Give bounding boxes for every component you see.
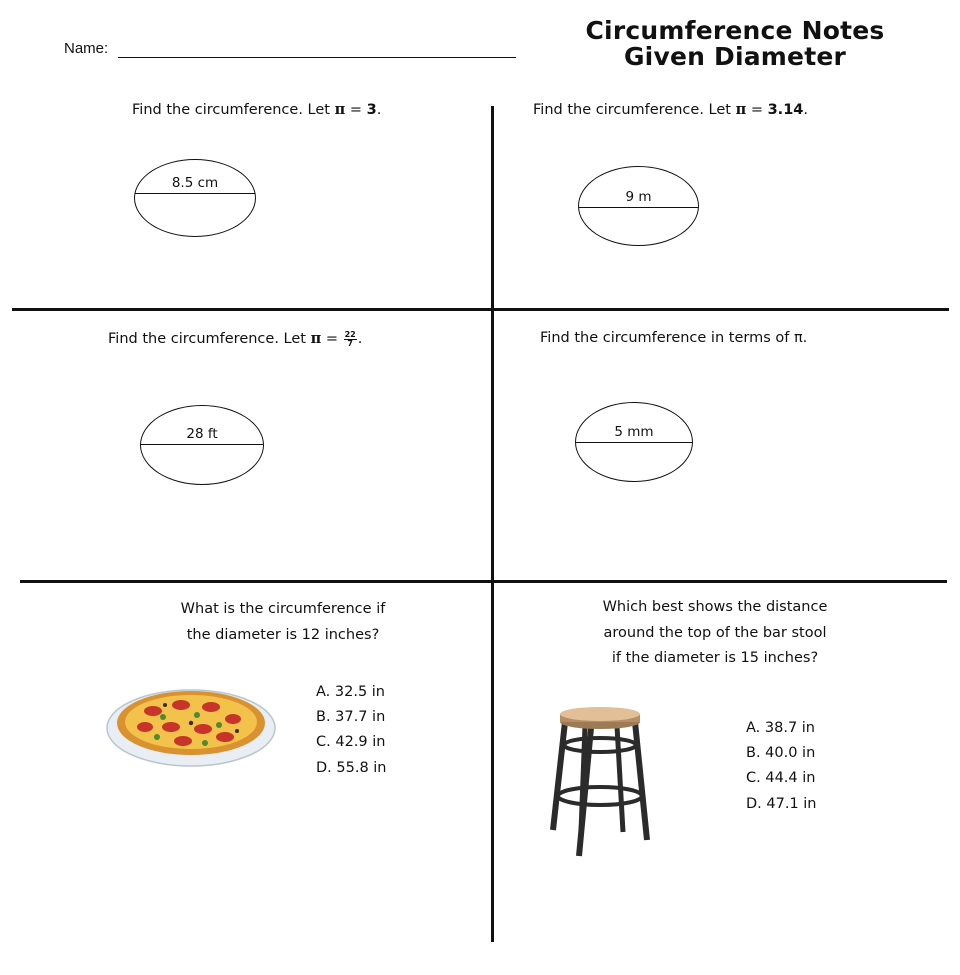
q5-choice-c[interactable]: C. 42.9 in bbox=[316, 734, 386, 751]
q3-prompt: Find the circumference. Let π = $\frac{22}{7}$ . bbox=[108, 329, 363, 348]
q5-choice-a[interactable]: A. 32.5 in bbox=[316, 684, 385, 700]
q5-choices bbox=[316, 680, 387, 781]
q1-circle bbox=[134, 159, 256, 237]
q5-choice-d[interactable]: D. 55.8 in bbox=[316, 759, 387, 776]
q6-choice-a[interactable]: A. 38.7 in bbox=[746, 720, 815, 736]
q4-diameter-label: 5 mm bbox=[614, 424, 654, 440]
q6-question: Which best shows the distance around the top of the bar stool if the diameter is 15 inches? bbox=[602, 599, 828, 666]
q6-choices bbox=[746, 716, 817, 817]
q3-circle bbox=[140, 405, 264, 485]
pizza-image bbox=[105, 683, 277, 769]
horizontal-divider-top bbox=[12, 308, 949, 311]
q3-fraction: $\frac{22}{7}$ bbox=[344, 329, 356, 348]
q1-prompt: Find the circumference. Let π = 3. bbox=[132, 101, 382, 118]
q6-choice-c[interactable]: C. 44.4 in bbox=[746, 770, 816, 787]
q2-circle bbox=[578, 166, 699, 246]
title-line-2: Given Diameter bbox=[623, 42, 847, 71]
q3-diameter-line bbox=[141, 444, 263, 445]
q2-diameter-label: 9 m bbox=[625, 189, 652, 205]
horizontal-divider-bottom bbox=[20, 580, 947, 583]
q1-diameter-line bbox=[135, 193, 255, 194]
q6-choice-b[interactable]: B. 40.0 in bbox=[746, 745, 816, 762]
q2-diameter-line bbox=[579, 207, 698, 208]
q1-diameter-label: 8.5 cm bbox=[171, 175, 219, 191]
vertical-divider bbox=[491, 106, 494, 942]
name-label: Name: bbox=[64, 40, 109, 57]
q4-prompt: Find the circumference in terms of π. bbox=[540, 330, 808, 346]
q2-prompt: Find the circumference. Let π = 3.14. bbox=[533, 101, 808, 118]
page-title bbox=[540, 18, 930, 70]
q4-diameter-line bbox=[576, 442, 692, 443]
name-blank-line bbox=[118, 57, 516, 58]
q5-question: What is the circumference if the diameter is 12 inches? bbox=[180, 601, 386, 643]
q5-choice-b[interactable]: B. 37.7 in bbox=[316, 709, 386, 726]
q6-choice-d[interactable]: D. 47.1 in bbox=[746, 795, 817, 812]
bar-stool-image bbox=[545, 700, 655, 860]
q3-diameter-label: 28 ft bbox=[186, 426, 218, 442]
title-line-1: Circumference Notes bbox=[585, 16, 885, 45]
